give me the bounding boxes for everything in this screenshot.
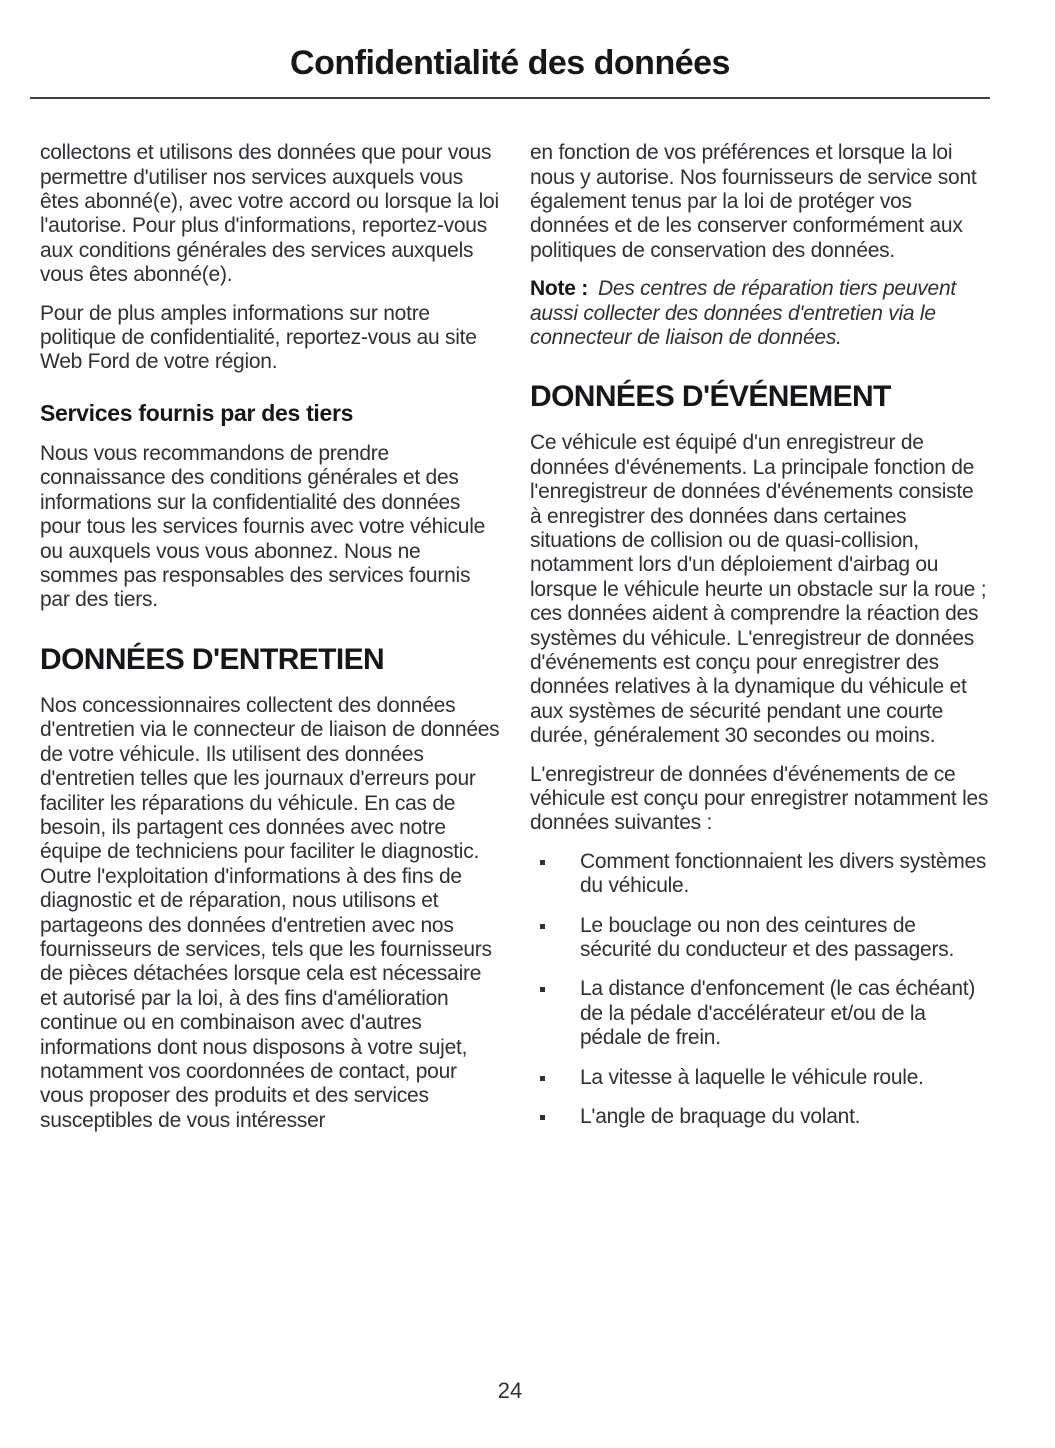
paragraph-event-recorder: Ce véhicule est équipé d'un enregistreur de données d'événements. La principale fonction de l'enregistreur de données d'événements consiste à enregistrer des données dans certaines situations de collision ou de quasi-collision, notamment lors d'un déploiement d'airbag ou lorsque le véhicule heurte un obstacle sur la roue ; ces données aident à comprendre la réaction des systèmes du véhicule. L'enregistreur de données d'événements est conçu pour enregistrer des données relatives à la dynamique du véhicule et aux systèmes de sécurité pendant une courte durée, généralement 30 secondes ou moins.	[530, 431, 987, 748]
list-item	[530, 977, 990, 1050]
left-column	[40, 141, 500, 1147]
note-block	[530, 277, 990, 350]
paragraph-privacy-policy: Pour de plus amples informations sur notre politique de confidentialité, reportez-vous au site Web Ford de votre région.	[40, 301, 477, 374]
page-header	[30, 0, 990, 99]
list-item	[530, 1105, 990, 1129]
bullet-icon	[540, 987, 545, 992]
note-label: Note :	[530, 277, 588, 301]
list-item-text: La vitesse à laquelle le véhicule roule.	[580, 1065, 924, 1089]
paragraph-maintenance-data: Nos concessionnaires collectent des données d'entretien via le connecteur de liaison de données de votre véhicule. Ils utilisent des données d'entretien telles que les journaux d'erreurs pour faciliter les réparations du véhicule. En cas de besoin, ils partagent ces données avec notre équipe de techniciens pour faciliter le diagnostic. Outre l'exploitation d'informations à des fins de diagnostic et de réparation, nous utilisons et partageons des données d'entretien avec nos fournisseurs de services, tels que les fournisseurs de pièces détachées lorsque cela est nécessaire et autorisé par la loi, à des fins d'amélioration continue ou en combinaison avec d'autres informations dont nous disposons à votre sujet, notamment vos coordonnées de contact, pour vous proposer des produits et des services susceptibles de vous intéresser	[40, 693, 500, 1132]
header-divider	[30, 97, 990, 99]
bullet-icon	[540, 1076, 545, 1081]
event-data-list	[530, 850, 990, 1130]
paragraph-third-party: Nous vous recommandons de prendre connaissance des conditions générales et des informations sur la confidentialité des données pour tous les services fournis avec votre véhicule ou auxquels vous vous abonnez. Nous ne sommes pas responsables des services fournis par des tiers.	[40, 442, 486, 612]
paragraph-event-list-intro: L'enregistreur de données d'événements de ce véhicule est conçu pour enregistrer notamment les données suivantes :	[530, 762, 989, 835]
page-number: 24	[497, 1378, 523, 1403]
heading-donnees-entretien: DONNÉES D'ENTRETIEN	[40, 642, 385, 676]
content-columns	[40, 141, 990, 1147]
list-item	[530, 850, 990, 899]
paragraph-preferences: en fonction de vos préférences et lorsque la loi nous y autorise. Nos fournisseurs de service sont également tenus par la loi de protéger vos données et de les conserver conformément aux politiques de conservation des données.	[530, 141, 977, 262]
bullet-icon	[540, 1115, 545, 1120]
list-item-text: L'angle de braquage du volant.	[580, 1105, 861, 1129]
right-column	[530, 141, 990, 1147]
bullet-icon	[540, 924, 545, 929]
heading-donnees-evenement: DONNÉES D'ÉVÉNEMENT	[530, 380, 891, 414]
list-item	[530, 914, 990, 963]
bullet-icon	[540, 860, 545, 865]
paragraph-services-intro: collectons et utilisons des données que pour vous permettre d'utiliser nos services auxquels vous êtes abonné(e), avec votre accord ou lorsque la loi l'autorise. Pour plus d'informations, reportez-vous aux conditions générales des services auxquels vous êtes abonné(e).	[40, 141, 499, 287]
list-item-text: La distance d'enfoncement (le cas échéant) de la pédale d'accélérateur et/ou de la pédale de frein.	[580, 977, 976, 1050]
page-footer	[30, 1378, 990, 1404]
page-title: Confidentialité des données	[290, 44, 730, 82]
list-item-text: Le bouclage ou non des ceintures de sécurité du conducteur et des passagers.	[580, 913, 955, 962]
note-text: Des centres de réparation tiers peuvent aussi collecter des données d'entretien via le connecteur de liaison de données.	[530, 277, 956, 349]
list-item	[530, 1066, 990, 1090]
list-item-text: Comment fonctionnaient les divers systèmes du véhicule.	[580, 849, 987, 898]
subheading-third-party-services: Services fournis par des tiers	[40, 399, 354, 426]
